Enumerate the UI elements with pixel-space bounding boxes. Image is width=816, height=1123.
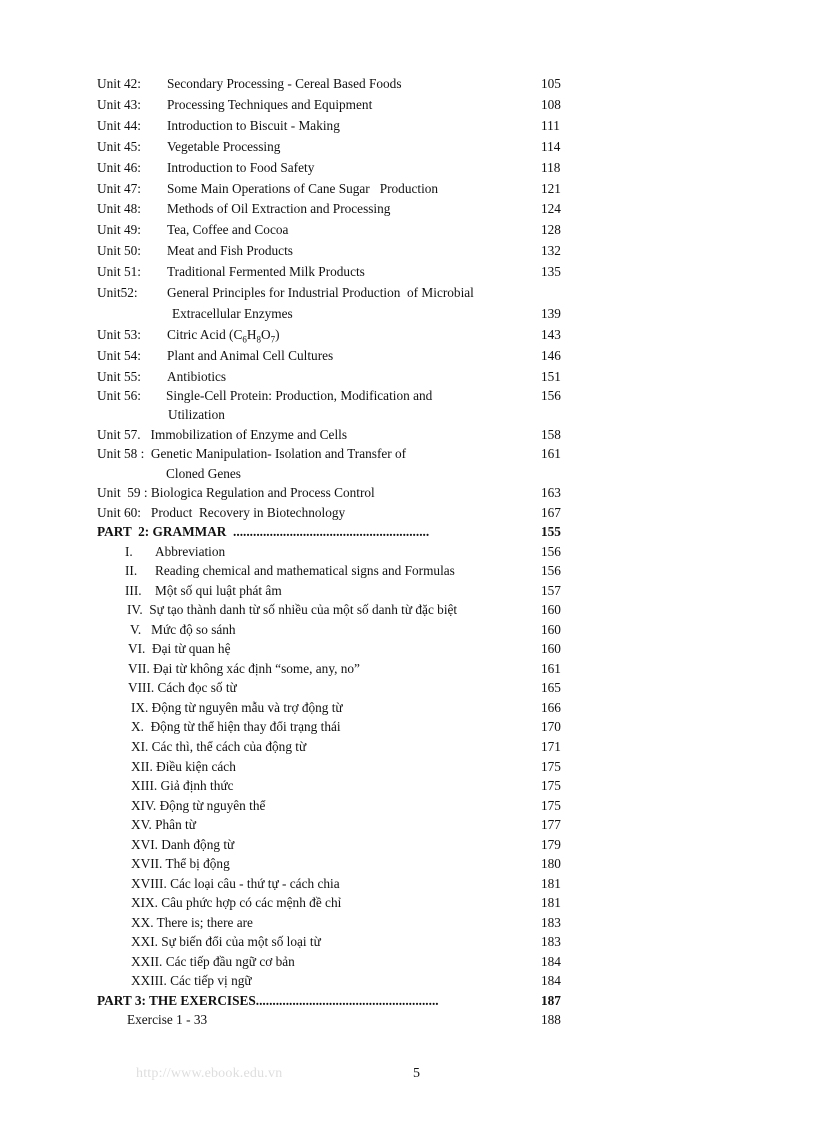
toc-row: [0, 620, 816, 640]
page-number: 135: [541, 264, 561, 279]
toc-row: [0, 116, 816, 136]
unit-entry: Unit 58 : Genetic Manipulation- Isolation and Transfer of: [97, 446, 407, 461]
toc-row: [0, 600, 816, 620]
section-entry: XI. Các thì, thể cách của động từ: [131, 739, 307, 754]
unit-number: Unit 51:: [97, 264, 141, 279]
unit-title-continued: Extracellular Enzymes: [172, 306, 293, 321]
toc-row: [0, 874, 816, 894]
page-number: 139: [541, 306, 561, 321]
unit-number: Unit 42:: [97, 76, 141, 91]
unit-title: Secondary Processing - Cereal Based Foods: [167, 76, 402, 91]
formula-text: ): [275, 327, 280, 342]
toc-row: [0, 971, 816, 991]
page-number: 175: [541, 778, 561, 793]
unit-number: Unit 53:: [97, 327, 141, 342]
page-number: 188: [541, 1012, 561, 1027]
unit-title: Some Main Operations of Cane Sugar Production: [167, 181, 439, 196]
page-number: 171: [541, 739, 561, 754]
toc-row: [0, 199, 816, 219]
watermark-url: http://www.ebook.edu.vn: [136, 1066, 283, 1081]
section-entry: XIII. Giả định thức: [131, 778, 234, 793]
unit-number: Unit 48:: [97, 201, 141, 216]
page-number: 108: [541, 97, 561, 112]
toc-row-continuation: [0, 464, 816, 484]
unit-title: Introduction to Food Safety: [167, 160, 315, 175]
section-entry: XIX. Câu phức hợp có các mệnh đề chỉ: [131, 895, 342, 910]
section-number: III.: [125, 583, 142, 598]
page-number: 184: [541, 973, 561, 988]
page-number: 167: [541, 505, 561, 520]
unit-title: Antibiotics: [167, 369, 227, 384]
section-entry: X. Động từ thể hiện thay đổi trạng thái: [131, 719, 341, 734]
section-entry: VI. Đại từ quan hệ: [128, 641, 231, 656]
toc-row: [0, 932, 816, 952]
page-number: 180: [541, 856, 561, 871]
toc-row: [0, 952, 816, 972]
toc-row: [0, 425, 816, 445]
page-number: 160: [541, 602, 561, 617]
page-number: 179: [541, 837, 561, 852]
unit-number: Unit 54:: [97, 348, 141, 363]
page-number: 160: [541, 622, 561, 637]
unit-entry: Unit 59 : Biologica Regulation and Process Control: [97, 485, 375, 500]
page-number: 105: [541, 76, 561, 91]
page-number: 132: [541, 243, 561, 258]
unit-number: Unit 50:: [97, 243, 141, 258]
section-entry: VII. Đại từ không xác định “some, any, no”: [128, 661, 360, 676]
page-number: 151: [541, 369, 561, 384]
unit-number: Unit 56:: [97, 388, 141, 403]
unit-title: Single-Cell Protein: Production, Modification and: [166, 388, 433, 403]
toc-row-continuation: [0, 405, 816, 425]
formula-subscript: 8: [256, 334, 261, 345]
unit-number: Unit52:: [97, 285, 138, 300]
toc-row: [0, 220, 816, 240]
unit-title: Processing Techniques and Equipment: [167, 97, 373, 112]
formula-text: Citric Acid (C: [167, 327, 243, 342]
page-number: 143: [541, 327, 561, 342]
page-number: 156: [541, 563, 561, 578]
formula-subscript: 7: [270, 334, 276, 345]
section-entry: XII. Điều kiện cách: [131, 759, 236, 774]
page-number: 163: [541, 485, 561, 500]
page-number: 157: [541, 583, 561, 598]
unit-number: Unit 45:: [97, 139, 141, 154]
toc-row: [0, 346, 816, 366]
toc-row: [0, 1010, 816, 1030]
section-entry: XXIII. Các tiếp vị ngữ: [131, 973, 252, 988]
toc-row: [0, 137, 816, 157]
toc-row: [0, 757, 816, 777]
section-entry: XVIII. Các loại câu - thứ tự - cách chia: [131, 876, 340, 891]
toc-row: [0, 367, 816, 387]
toc-row: [0, 325, 816, 345]
section-title: Một số qui luật phát âm: [155, 583, 282, 598]
toc-row: [0, 717, 816, 737]
section-entry: XVII. Thể bị động: [131, 856, 230, 871]
section-entry: XX. There is; there are: [131, 915, 253, 930]
page-number: 156: [541, 544, 561, 559]
formula-subscript: 6: [242, 334, 247, 345]
toc-row: [0, 95, 816, 115]
page-number: 158: [541, 427, 561, 442]
unit-number: Unit 44:: [97, 118, 141, 133]
part-title: PART 3: THE EXERCISES.......................................................: [97, 993, 439, 1008]
page-number: 114: [541, 139, 561, 154]
toc-row: [0, 678, 816, 698]
page-number: 146: [541, 348, 561, 363]
page-number: 128: [541, 222, 561, 237]
section-entry: VIII. Cách đọc số từ: [128, 680, 237, 695]
toc-row-continuation: [0, 304, 816, 324]
section-entry: XXII. Các tiếp đầu ngữ cơ bản: [131, 954, 295, 969]
section-number: I.: [125, 544, 133, 559]
toc-row: [0, 542, 816, 562]
unit-number: Unit 55:: [97, 369, 141, 384]
page-number: 124: [541, 201, 561, 216]
toc-row: [0, 737, 816, 757]
toc-row: [0, 854, 816, 874]
toc-row: [0, 283, 816, 303]
toc-row: [0, 776, 816, 796]
formula-text: H: [246, 327, 257, 342]
unit-number: Unit 43:: [97, 97, 141, 112]
toc-row: [0, 893, 816, 913]
unit-title-continued: Cloned Genes: [166, 466, 241, 481]
toc-row: [0, 444, 816, 464]
page-number: 177: [541, 817, 561, 832]
unit-title: General Principles for Industrial Production of Microbial: [167, 285, 474, 300]
unit-entry: Unit 60: Product Recovery in Biotechnology: [97, 505, 346, 520]
toc-row: [0, 503, 816, 523]
page-number: 165: [541, 680, 561, 695]
toc-row: [0, 581, 816, 601]
toc-row: [0, 158, 816, 178]
page-number: 183: [541, 915, 561, 930]
part-heading: [0, 991, 816, 1011]
unit-number: Unit 47:: [97, 181, 141, 196]
page-number: 170: [541, 719, 561, 734]
section-number: II.: [125, 563, 138, 578]
toc-row: [0, 659, 816, 679]
unit-title: Meat and Fish Products: [167, 243, 293, 258]
page-number: 121: [541, 181, 561, 196]
section-entry: IV. Sự tạo thành danh từ số nhiều của một số danh từ đặc biệt: [127, 602, 458, 617]
section-entry: XV. Phân từ: [131, 817, 196, 832]
section-entry: IX. Động từ nguyên mẫu và trợ động từ: [131, 700, 343, 715]
exercise-entry: Exercise 1 - 33: [127, 1012, 208, 1027]
toc-row: [0, 179, 816, 199]
toc-row: [0, 913, 816, 933]
toc-row: [0, 483, 816, 503]
unit-number: Unit 46:: [97, 160, 141, 175]
section-entry: XIV. Động từ nguyên thể: [131, 798, 266, 813]
toc-row: [0, 241, 816, 261]
page-number: 183: [541, 934, 561, 949]
page-number: 161: [541, 446, 561, 461]
unit-number: Unit 49:: [97, 222, 141, 237]
page-number: 156: [541, 388, 561, 403]
page-number: 166: [541, 700, 561, 715]
section-entry: XXI. Sự biến đổi của một số loại từ: [131, 934, 321, 949]
part-title: PART 2: GRAMMAR ...........................................................: [97, 524, 430, 539]
page-number: 181: [541, 876, 561, 891]
page-number: 118: [541, 160, 561, 175]
formula-text: O: [260, 327, 271, 342]
toc-row: [0, 74, 816, 94]
unit-title: Plant and Animal Cell Cultures: [167, 348, 334, 363]
section-title: Abbreviation: [155, 544, 226, 559]
page-number: 187: [541, 993, 561, 1008]
page-number: 160: [541, 641, 561, 656]
unit-entry: Unit 57. Immobilization of Enzyme and Cells: [97, 427, 348, 442]
toc-row: [0, 386, 816, 406]
page-number: 161: [541, 661, 561, 676]
unit-title: Vegetable Processing: [167, 139, 281, 154]
section-title: Reading chemical and mathematical signs and Formulas: [155, 563, 455, 578]
section-entry: V. Mức độ so sánh: [130, 622, 236, 637]
toc-row: [0, 698, 816, 718]
unit-title: Methods of Oil Extraction and Processing: [167, 201, 391, 216]
toc-row: [0, 639, 816, 659]
page-footer-number: 5: [413, 1066, 420, 1081]
section-entry: XVI. Danh động từ: [131, 837, 235, 852]
unit-title: Introduction to Biscuit - Making: [167, 118, 340, 133]
toc-row: [0, 815, 816, 835]
toc-row: [0, 561, 816, 581]
toc-row: [0, 262, 816, 282]
page-number: 175: [541, 759, 561, 774]
page-number: 184: [541, 954, 561, 969]
page-number: 181: [541, 895, 561, 910]
page-number: 155: [541, 524, 561, 539]
page-number: 111: [541, 118, 560, 133]
unit-title: Traditional Fermented Milk Products: [167, 264, 365, 279]
unit-title-continued: Utilization: [168, 407, 225, 422]
toc-row: [0, 835, 816, 855]
toc-row: [0, 796, 816, 816]
page-number: 175: [541, 798, 561, 813]
part-heading: [0, 522, 816, 542]
unit-title: Tea, Coffee and Cocoa: [167, 222, 289, 237]
